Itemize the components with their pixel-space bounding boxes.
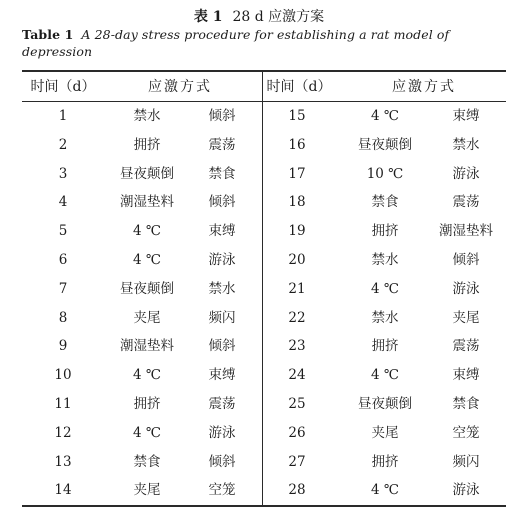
left-stress-a-cell: 昼夜颠倒: [120, 165, 174, 182]
left-stress-b-cell: 震荡: [208, 136, 236, 153]
table-row: [0, 390, 518, 419]
right-stress-b-cell: 震荡: [452, 194, 480, 211]
table-row: [0, 246, 518, 275]
left-stress-a-cell: 禁水: [133, 108, 161, 124]
right-stress-a-cell: 昼夜颠倒: [358, 396, 412, 412]
left-stress-b-cell: 束缚: [208, 223, 236, 240]
right-stress-a-cell: 4 ℃: [371, 108, 399, 124]
right-stress-b-cell: 潮湿垫料: [439, 223, 493, 240]
left-day-cell: 13: [54, 453, 72, 470]
right-day-cell: 27: [288, 453, 306, 470]
left-stress-b-cell: 空笼: [208, 482, 236, 499]
left-day-cell: 9: [58, 338, 68, 355]
caption-cn-title: 28 d 应激方案: [232, 9, 325, 25]
table-row: [0, 217, 518, 246]
left-stress-a-cell: 夹尾: [133, 309, 161, 326]
right-day-cell: 23: [288, 338, 306, 355]
left-stress-a-cell: 昼夜颠倒: [120, 280, 174, 297]
right-stress-b-cell: 束缚: [452, 367, 480, 384]
right-stress-a-cell: 夹尾: [371, 424, 399, 441]
left-stress-a-cell: 4 ℃: [133, 424, 161, 441]
left-stress-b-cell: 倾斜: [208, 453, 236, 470]
right-stress-a-cell: 拥挤: [371, 453, 399, 470]
left-day-cell: 12: [54, 424, 72, 441]
right-stress-b-cell: 震荡: [452, 338, 480, 355]
table-top-rule: [22, 70, 506, 72]
right-stress-a-cell: 拥挤: [371, 338, 399, 355]
right-day-cell: 16: [288, 136, 306, 153]
left-stress-a-cell: 拥挤: [133, 136, 161, 153]
right-stress-a-cell: 4 ℃: [371, 482, 399, 499]
left-stress-a-cell: 潮湿垫料: [120, 338, 174, 355]
header-left-method: 应激方式: [148, 79, 212, 95]
left-stress-a-cell: 潮湿垫料: [120, 194, 174, 211]
caption-en-label: Table 1: [22, 27, 74, 42]
right-day-cell: 17: [288, 165, 306, 182]
right-stress-b-cell: 禁食: [452, 396, 480, 412]
table-row: [0, 361, 518, 390]
table-row: [0, 188, 518, 217]
left-stress-b-cell: 倾斜: [208, 194, 236, 211]
left-stress-a-cell: 夹尾: [133, 482, 161, 499]
right-stress-b-cell: 游泳: [452, 165, 480, 182]
right-day-cell: 22: [288, 309, 306, 326]
right-stress-b-cell: 禁水: [452, 136, 480, 153]
right-day-cell: 18: [288, 194, 306, 211]
right-day-cell: 25: [288, 396, 306, 412]
right-day-cell: 26: [288, 424, 306, 441]
right-stress-b-cell: 游泳: [452, 482, 480, 499]
left-day-cell: 5: [58, 223, 68, 240]
table-row: [0, 160, 518, 189]
left-stress-a-cell: 4 ℃: [133, 367, 161, 384]
right-day-cell: 24: [288, 367, 306, 384]
table-row: [0, 476, 518, 505]
table-row: [0, 448, 518, 477]
right-stress-a-cell: 禁食: [371, 194, 399, 211]
left-day-cell: 3: [58, 165, 68, 182]
left-stress-b-cell: 束缚: [208, 367, 236, 384]
left-stress-b-cell: 禁水: [208, 280, 236, 297]
table-row: [0, 304, 518, 333]
right-stress-a-cell: 4 ℃: [371, 280, 399, 297]
left-day-cell: 2: [58, 136, 68, 153]
right-day-cell: 15: [288, 108, 306, 124]
left-stress-a-cell: 拥挤: [133, 396, 161, 412]
table-row: [0, 102, 518, 131]
table-row: [0, 131, 518, 160]
right-day-cell: 20: [288, 252, 306, 268]
left-day-cell: 8: [58, 309, 68, 326]
left-stress-b-cell: 游泳: [208, 252, 236, 268]
right-stress-a-cell: 4 ℃: [371, 367, 399, 384]
left-day-cell: 11: [54, 396, 72, 412]
right-day-cell: 19: [288, 223, 306, 240]
right-day-cell: 28: [288, 482, 306, 499]
table-caption-cn: [0, 6, 518, 26]
right-day-cell: 21: [288, 280, 306, 297]
left-day-cell: 10: [54, 367, 72, 384]
table-row: [0, 332, 518, 361]
left-day-cell: 4: [58, 194, 68, 211]
left-stress-b-cell: 频闪: [208, 309, 236, 326]
header-right-day: 时间（d）: [266, 79, 332, 95]
right-stress-b-cell: 束缚: [452, 108, 480, 124]
header-left-day: 时间（d）: [30, 79, 96, 95]
right-stress-b-cell: 夹尾: [452, 309, 480, 326]
right-stress-a-cell: 拥挤: [371, 223, 399, 240]
right-stress-b-cell: 空笼: [452, 424, 480, 441]
left-day-cell: 6: [58, 252, 68, 268]
right-stress-a-cell: 禁水: [371, 252, 399, 268]
table-caption-en: [22, 26, 512, 60]
right-stress-b-cell: 游泳: [452, 280, 480, 297]
caption-en-title: A 28-day stress procedure for establishing a rat model of depression: [22, 27, 450, 59]
left-stress-a-cell: 4 ℃: [133, 223, 161, 240]
left-stress-b-cell: 游泳: [208, 424, 236, 441]
caption-cn-label: 表 1: [193, 9, 223, 25]
left-stress-a-cell: 4 ℃: [133, 252, 161, 268]
header-right-method: 应激方式: [392, 79, 456, 95]
table-row: [0, 275, 518, 304]
left-stress-b-cell: 禁食: [208, 165, 236, 182]
left-stress-a-cell: 禁食: [133, 453, 161, 470]
right-stress-a-cell: 禁水: [371, 309, 399, 326]
left-day-cell: 14: [54, 482, 72, 499]
left-stress-b-cell: 倾斜: [208, 108, 236, 124]
left-day-cell: 1: [58, 108, 68, 124]
left-stress-b-cell: 震荡: [208, 396, 236, 412]
right-stress-a-cell: 昼夜颠倒: [358, 136, 412, 153]
right-stress-b-cell: 倾斜: [452, 252, 480, 268]
left-stress-b-cell: 倾斜: [208, 338, 236, 355]
left-day-cell: 7: [58, 280, 68, 297]
table-row: [0, 419, 518, 448]
right-stress-b-cell: 频闪: [452, 453, 480, 470]
right-stress-a-cell: 10 ℃: [366, 165, 404, 182]
